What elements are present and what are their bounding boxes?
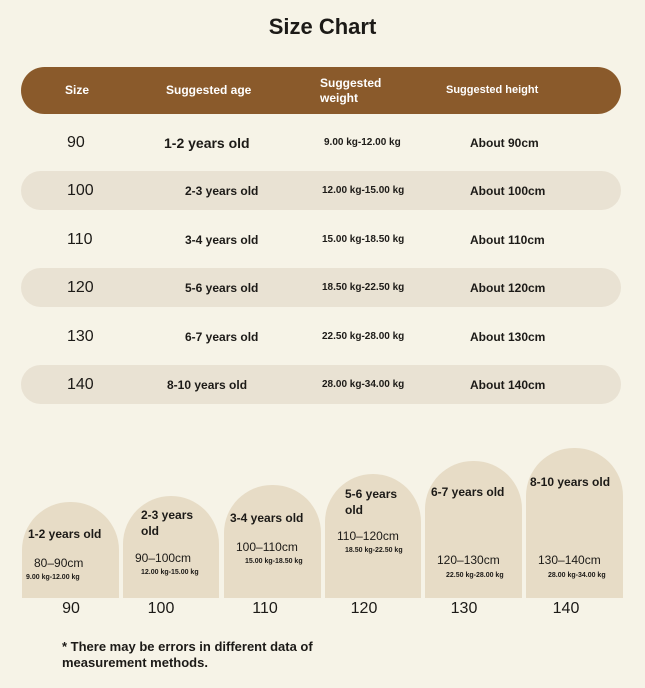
- row-height: About 100cm: [470, 183, 546, 198]
- size-arch: [425, 461, 522, 598]
- row-weight: 22.50 kg-28.00 kg: [322, 331, 405, 342]
- row-size: 140: [67, 375, 94, 393]
- table-row: [21, 220, 621, 259]
- row-size: 100: [67, 181, 94, 199]
- size-arch: [123, 496, 219, 598]
- table-row: [21, 123, 621, 162]
- arch-weight-range: 12.00 kg-15.00 kg: [141, 569, 199, 576]
- row-weight: 18.50 kg-22.50 kg: [322, 282, 405, 293]
- arch-age: 3-4 years old: [230, 511, 304, 525]
- arch-height-range: 90–100cm: [135, 551, 192, 565]
- row-height: About 110cm: [470, 232, 545, 247]
- arch-age: 8-10 years old: [530, 475, 611, 489]
- row-size: 120: [67, 278, 94, 296]
- header-height: Suggested height: [446, 84, 539, 96]
- arch-height-range: 120–130cm: [437, 553, 500, 567]
- arch-size-label: 140: [552, 600, 580, 617]
- row-age: 6-7 years old: [185, 329, 259, 344]
- row-height: About 130cm: [470, 329, 546, 344]
- arch-age: 2-3 years old: [141, 508, 194, 538]
- measurement-note: * There may be errors in different data of measurement methods.: [62, 639, 313, 670]
- row-weight: 12.00 kg-15.00 kg: [322, 185, 405, 196]
- arch-size-label: 130: [450, 600, 478, 617]
- arch-weight-range: 9.00 kg-12.00 kg: [26, 574, 80, 581]
- header-weight: Suggested weight: [320, 75, 382, 105]
- row-age: 2-3 years old: [185, 183, 259, 198]
- row-height: About 120cm: [470, 280, 546, 295]
- arch-size-label: 110: [252, 600, 278, 617]
- row-weight: 9.00 kg-12.00 kg: [324, 137, 401, 148]
- arch-weight-range: 15.00 kg-18.50 kg: [245, 558, 303, 565]
- header-age: Suggested age: [166, 83, 252, 97]
- row-height: About 90cm: [470, 135, 539, 150]
- size-arch: [325, 474, 421, 598]
- page-title: Size Chart: [268, 14, 377, 39]
- arch-weight-range: 28.00 kg-34.00 kg: [548, 572, 606, 579]
- row-age: 1-2 years old: [164, 134, 250, 151]
- header-size: Size: [65, 83, 90, 97]
- arch-weight-range: 22.50 kg-28.00 kg: [446, 572, 504, 579]
- arch-age: 5-6 years old: [345, 487, 398, 517]
- arch-height-range: 80–90cm: [34, 556, 84, 570]
- arch-age: 1-2 years old: [28, 527, 102, 541]
- row-size: 110: [67, 230, 93, 248]
- row-age: 8-10 years old: [167, 377, 248, 392]
- size-arch: [526, 448, 623, 598]
- arch-size-label: 100: [147, 600, 175, 617]
- row-height: About 140cm: [470, 377, 546, 392]
- row-size: 90: [67, 133, 85, 151]
- row-weight: 15.00 kg-18.50 kg: [322, 234, 405, 245]
- table-header: [21, 67, 621, 114]
- arch-weight-range: 18.50 kg-22.50 kg: [345, 547, 403, 554]
- size-arch: [224, 485, 321, 598]
- row-weight: 28.00 kg-34.00 kg: [322, 379, 405, 390]
- arch-age: 6-7 years old: [431, 485, 505, 499]
- arch-height-range: 130–140cm: [538, 553, 601, 567]
- arch-size-label: 120: [350, 600, 378, 617]
- row-age: 5-6 years old: [185, 280, 259, 295]
- size-arch: [22, 502, 119, 598]
- table-row: [21, 365, 621, 404]
- arch-height-range: 100–110cm: [236, 540, 298, 554]
- arch-size-label: 90: [62, 600, 80, 617]
- table-row: [21, 317, 621, 356]
- row-size: 130: [67, 327, 94, 345]
- row-age: 3-4 years old: [185, 232, 259, 247]
- table-row: [21, 268, 621, 307]
- arch-height-range: 110–120cm: [337, 529, 399, 543]
- table-row: [21, 171, 621, 210]
